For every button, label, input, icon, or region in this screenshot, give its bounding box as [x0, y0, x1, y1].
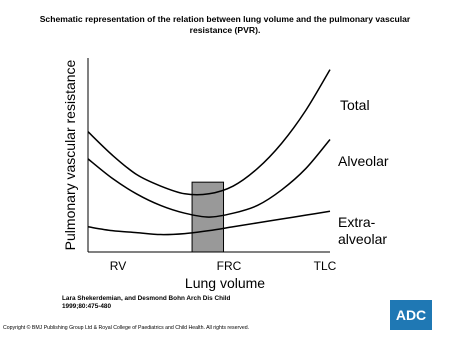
x-axis-label: Lung volume — [184, 275, 266, 291]
citation-line-1: Lara Shekerdemian, and Desmond Bohn Arch Dis Child — [62, 295, 231, 302]
citation-line-2: 1999;80:475-480 — [62, 303, 112, 310]
citation — [62, 295, 230, 311]
series-label-extra-alveolar-2: alveolar — [338, 231, 388, 247]
adc-logo: ADC — [390, 300, 432, 330]
title-line-1: Schematic representation of the relation between lung volume and the pulmonary vascular — [39, 14, 411, 24]
y-axis-label: Pulmonary vascular resistance — [62, 59, 78, 251]
copyright-text: Copyright © BMJ Publishing Group Ltd & Royal College of Paediatrics and Child Health. All rights reserved. — [3, 325, 250, 331]
title-line-2: resistance (PVR). — [189, 25, 261, 35]
series-label-extra-alveolar-1: Extra- — [338, 214, 376, 230]
x-tick-label-rv: RV — [109, 259, 127, 273]
series-label-alveolar: Alveolar — [338, 153, 389, 169]
x-tick-label-tlc: TLC — [313, 259, 337, 273]
series-label-total: Total — [340, 97, 370, 113]
x-tick-label-frc: FRC — [216, 259, 242, 273]
series-line-total — [88, 70, 330, 195]
